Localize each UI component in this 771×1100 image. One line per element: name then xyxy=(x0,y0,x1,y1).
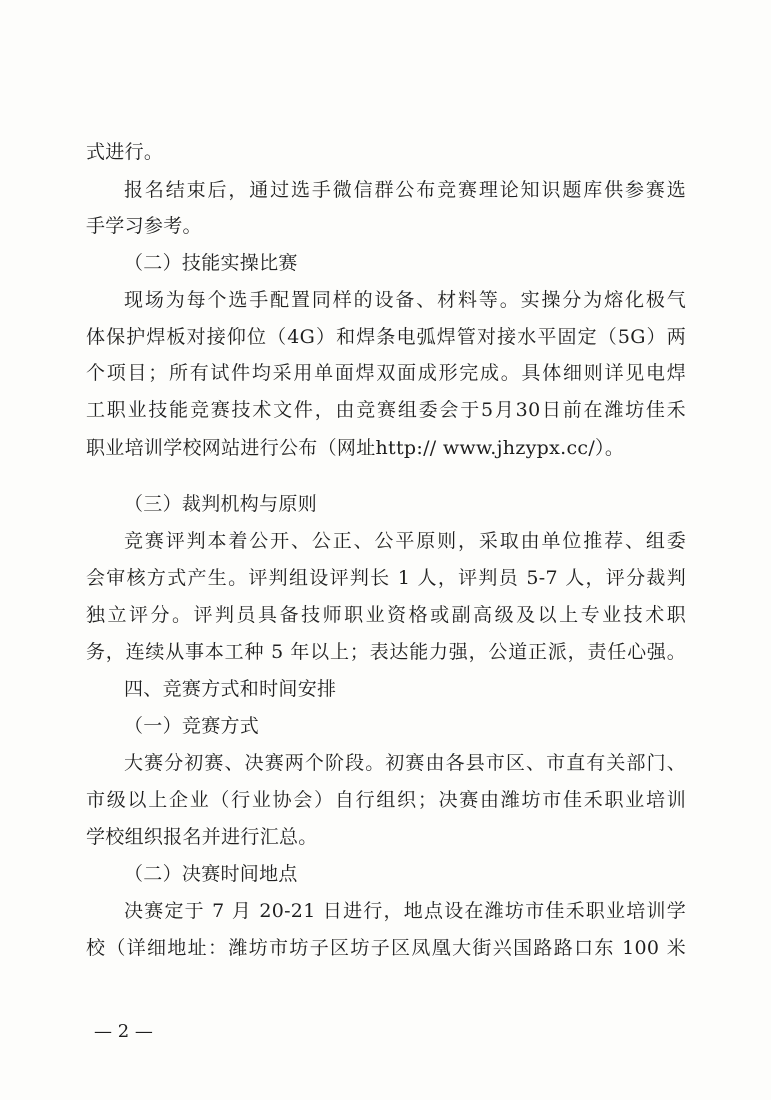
text-line: 手学习参考。 xyxy=(86,215,202,237)
section-heading: （一）竞赛方式 xyxy=(124,715,260,737)
text-line: 决赛定于 7 月 20-21 日进行，地点设在潍坊市佳禾职业培训学 xyxy=(124,900,686,922)
section-heading: （二）技能实操比赛 xyxy=(124,252,298,274)
text-line: 竞赛评判本着公开、公正、公平原则，采取由单位推荐、组委 xyxy=(124,530,686,552)
section-heading: （二）决赛时间地点 xyxy=(124,863,298,885)
text-line: 务，连续从事本工种 5 年以上；表达能力强，公道正派，责任心强。 xyxy=(86,641,686,663)
text-line: 会审核方式产生。评判组设评判长 1 人，评判员 5-7 人，评分裁判 xyxy=(86,567,686,589)
text-line: 式进行。 xyxy=(86,141,164,163)
text-line: 职业培训学校网站进行公布（网址http:// www.jhzypx.cc/）。 xyxy=(86,437,625,459)
text-line: 体保护焊板对接仰位（4G）和焊条电弧焊管对接水平固定（5G）两 xyxy=(86,326,686,348)
text-line: 报名结束后，通过选手微信群公布竞赛理论知识题库供参赛选 xyxy=(124,179,686,201)
text-line: 校（详细地址：潍坊市坊子区坊子区凤凰大街兴国路路口东 100 米 xyxy=(86,937,686,959)
section-heading: 四、竞赛方式和时间安排 xyxy=(124,678,337,700)
text-line: 学校组织报名并进行汇总。 xyxy=(86,826,318,848)
page-number: — 2 — xyxy=(94,1021,153,1042)
text-line: 现场为每个选手配置同样的设备、材料等。实操分为熔化极气 xyxy=(124,289,686,311)
text-line: 市级以上企业（行业协会）自行组织；决赛由潍坊市佳禾职业培训 xyxy=(86,789,686,811)
text-line: 工职业技能竞赛技术文件，由竞赛组委会于5月30日前在潍坊佳禾 xyxy=(86,399,686,421)
text-line: 大赛分初赛、决赛两个阶段。初赛由各县市区、市直有关部门、 xyxy=(124,752,686,774)
text-line: 独立评分。评判员具备技师职业资格或副高级及以上专业技术职 xyxy=(86,604,686,626)
text-line: 个项目；所有试件均采用单面焊双面成形完成。具体细则详见电焊 xyxy=(86,362,686,384)
section-heading: （三）裁判机构与原则 xyxy=(124,493,318,515)
